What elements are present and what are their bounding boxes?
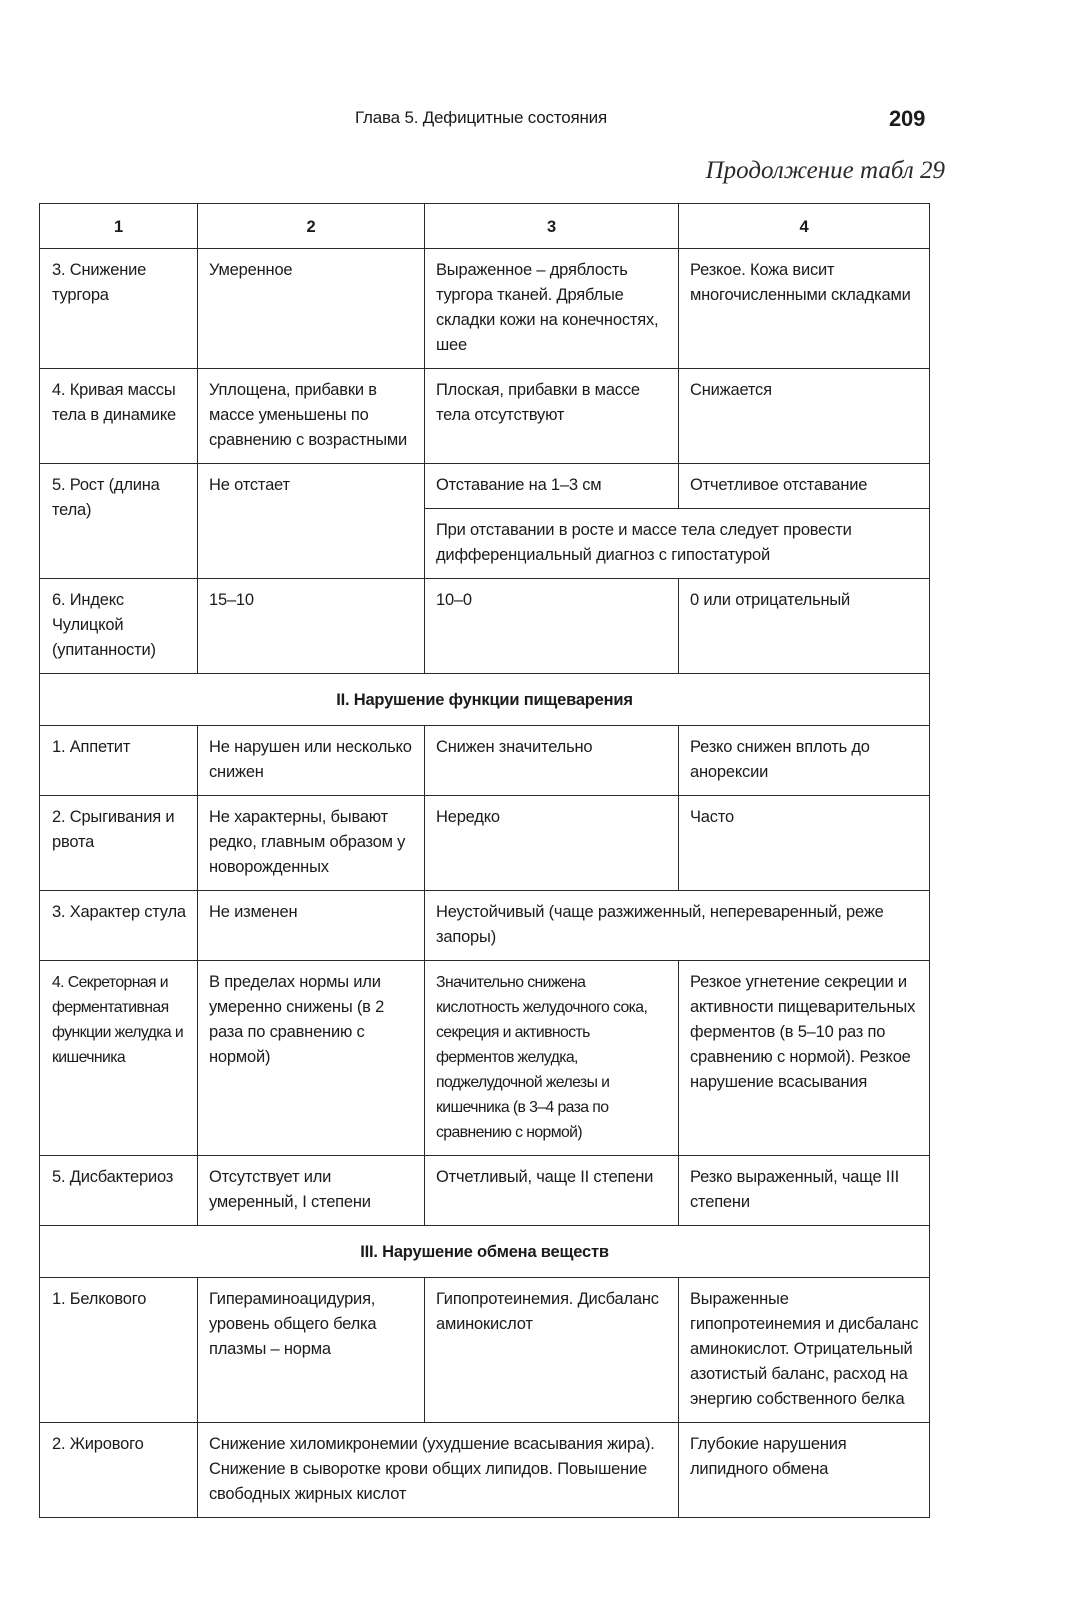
row-label: 4. Кривая массы тела в динамике (40, 369, 198, 464)
table-continuation-caption: Продолжение табл 29 (705, 157, 945, 184)
row-label: 6. Индекс Чулицкой (упитанности) (40, 579, 198, 674)
table-cell: Отчетливое отставание (679, 464, 930, 509)
table-cell: В пределах нормы или умеренно снижены (в 2 раза по сравнению с нормой) (198, 961, 425, 1156)
table-cell: Отчетливый, чаще II степени (425, 1156, 679, 1226)
section-heading: III. Нарушение обмена веществ (40, 1226, 930, 1278)
table-cell: Уплощена, прибавки в массе уменьшены по сравнению с возрастными (198, 369, 425, 464)
chapter-title: Глава 5. Дефицитные состояния (355, 108, 607, 127)
page-number: 209 (889, 106, 926, 131)
column-header: 3 (425, 204, 679, 249)
table-cell: Неустойчивый (чаще разжиженный, непереваренный, реже запоры) (425, 891, 930, 961)
table-cell: Резко выраженный, чаще III степени (679, 1156, 930, 1226)
table-header-row (40, 204, 930, 249)
table-cell: Умеренное (198, 249, 425, 369)
deficiency-table (39, 203, 930, 1518)
table-row (40, 891, 930, 961)
table-row (40, 1156, 930, 1226)
table-cell: Не характерны, бывают редко, главным образом у новорожденных (198, 796, 425, 891)
table-cell: Нередко (425, 796, 679, 891)
row-label: 4. Секреторная и ферментативная функции желудка и кишечника (40, 961, 198, 1156)
column-header: 2 (198, 204, 425, 249)
table-cell: Снижен значительно (425, 726, 679, 796)
table-cell: Не отстает (198, 464, 425, 579)
table-note-cell: При отставании в росте и массе тела следует провести дифференциальный диагноз с гипостатурой (425, 509, 930, 579)
row-label: 1. Белкового (40, 1278, 198, 1423)
row-label: 2. Срыгивания и рвота (40, 796, 198, 891)
table-row (40, 579, 930, 674)
column-header: 1 (40, 204, 198, 249)
table-cell: Отставание на 1–3 см (425, 464, 679, 509)
table-row (40, 369, 930, 464)
table-cell: Выраженные гипопротеинемия и дисбаланс аминокислот. Отрицательный азотистый баланс, расход на энергию собственного белка (679, 1278, 930, 1423)
table-row (40, 726, 930, 796)
row-label: 1. Аппетит (40, 726, 198, 796)
table-cell: 0 или отрицательный (679, 579, 930, 674)
section-row (40, 1226, 930, 1278)
table-cell: Глубокие нарушения липидного обмена (679, 1423, 930, 1518)
table-cell: Резкое угнетение секреции и активности пищеварительных ферментов (в 5–10 раз по сравнению с нормой). Резкое нарушение всасывания (679, 961, 930, 1156)
table-cell: 15–10 (198, 579, 425, 674)
table-cell: 10–0 (425, 579, 679, 674)
row-label: 2. Жирового (40, 1423, 198, 1518)
table-cell: Гипераминоацидурия, уровень общего белка плазмы – норма (198, 1278, 425, 1423)
row-label: 3. Снижение тургора (40, 249, 198, 369)
row-label: 3. Характер стула (40, 891, 198, 961)
section-heading: II. Нарушение функции пищеварения (40, 674, 930, 726)
table-row (40, 464, 930, 509)
section-row (40, 674, 930, 726)
table-cell: Резко снижен вплоть до анорексии (679, 726, 930, 796)
table-row (40, 1278, 930, 1423)
table-row (40, 961, 930, 1156)
table-cell: Снижается (679, 369, 930, 464)
table-row (40, 249, 930, 369)
table-cell: Резкое. Кожа висит многочисленными складками (679, 249, 930, 369)
row-label: 5. Рост (длина тела) (40, 464, 198, 579)
table-cell: Отсутствует или умеренный, I степени (198, 1156, 425, 1226)
table-cell: Выраженное – дряблость тургора тканей. Дряблые складки кожи на конечностях, шее (425, 249, 679, 369)
row-label: 5. Дисбактериоз (40, 1156, 198, 1226)
table-cell: Снижение хиломикронемии (ухудшение всасывания жира). Снижение в сыворотке крови общих липидов. Повышение свободных жирных кислот (198, 1423, 679, 1518)
table-cell: Не изменен (198, 891, 425, 961)
table-row (40, 1423, 930, 1518)
table-row (40, 796, 930, 891)
table-cell: Часто (679, 796, 930, 891)
column-header: 4 (679, 204, 930, 249)
table-cell: Значительно снижена кислотность желудочного сока, секреция и активность ферментов желудка, поджелудочной железы и кишечника (в 3–4 раза по сравнению с нормой) (425, 961, 679, 1156)
table-cell: Плоская, прибавки в массе тела отсутствуют (425, 369, 679, 464)
table-cell: Гипопротеинемия. Дисбаланс аминокислот (425, 1278, 679, 1423)
table-cell: Не нарушен или несколько снижен (198, 726, 425, 796)
